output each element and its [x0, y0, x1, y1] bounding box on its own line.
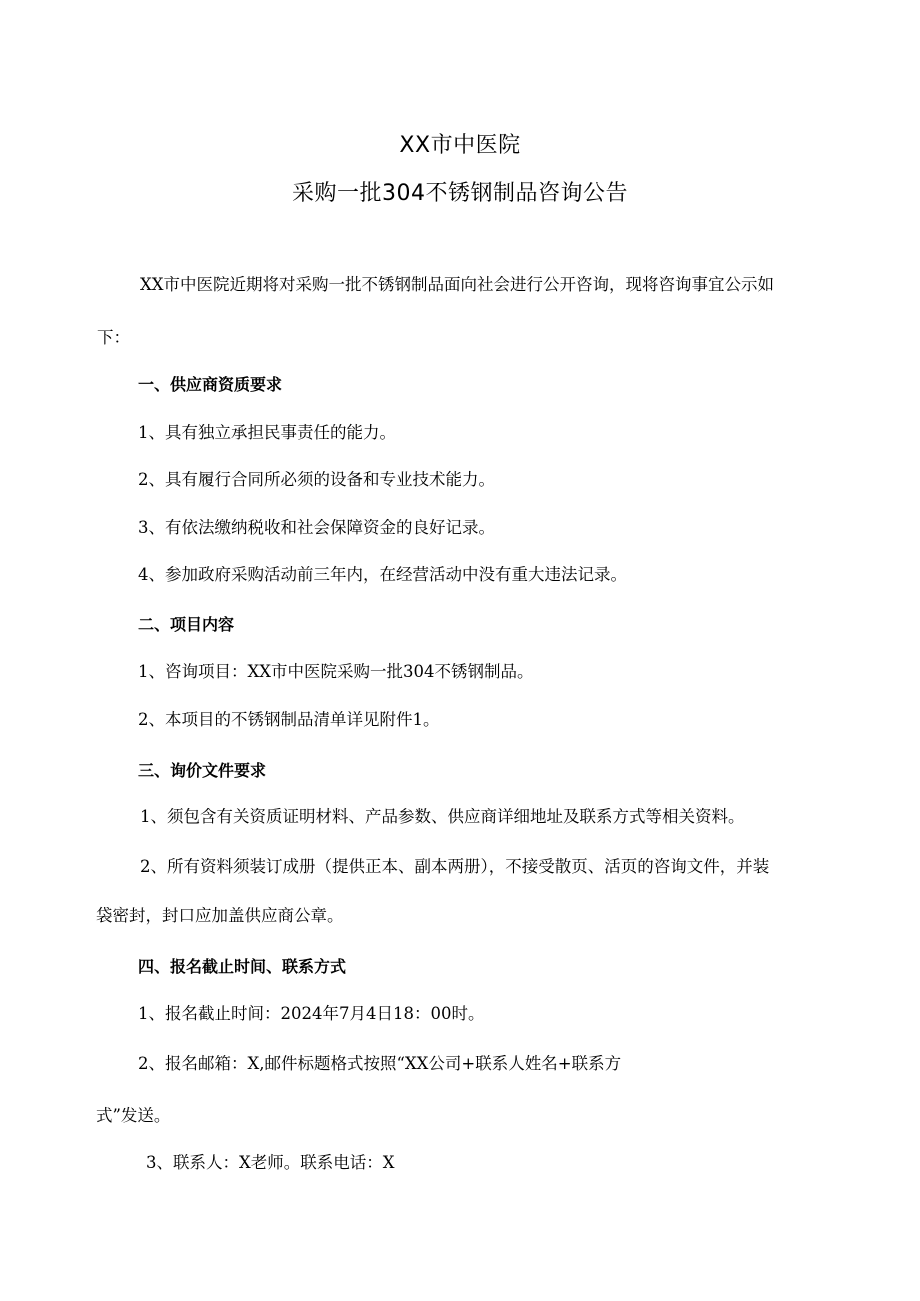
email-item-continuation: 式”发送。	[96, 1106, 171, 1125]
deadline-item: 1、报名截止时间：2024年7月4日18：00时。	[138, 1004, 485, 1023]
section-heading-qualifications: 一、供应商资质要求	[138, 375, 283, 394]
project-item: 1、咨询项目：XX市中医院采购一批304不锈钢制品。	[138, 662, 534, 681]
section-heading-deadline-contact: 四、报名截止时间、联系方式	[138, 957, 347, 976]
intro-paragraph-line-2: 下：	[97, 328, 130, 347]
qualification-item: 1、具有独立承担民事责任的能力。	[138, 423, 396, 442]
project-item: 2、本项目的不锈钢制品清单详见附件1。	[138, 710, 440, 729]
section-heading-document-requirements: 三、询价文件要求	[138, 761, 267, 780]
intro-paragraph-line-1: XX市中医院近期将对采购一批不锈钢制品面向社会进行公开咨询，现将咨询事宜公示如	[140, 275, 774, 294]
requirement-item-continuation: 袋密封，封口应加盖供应商公章。	[96, 906, 344, 925]
document-title: XX市中医院	[399, 133, 521, 158]
qualification-item: 3、有依法缴纳税收和社会保障资金的良好记录。	[138, 518, 495, 537]
qualification-item: 2、具有履行合同所必须的设备和专业技术能力。	[138, 470, 495, 489]
document-subtitle: 采购一批304不锈钢制品咨询公告	[292, 181, 628, 206]
email-item: 2、报名邮箱：X,邮件标题格式按照“XX公司+联系人姓名+联系方	[138, 1054, 622, 1073]
qualification-item: 4、参加政府采购活动前三年内，在经营活动中没有重大违法记录。	[138, 565, 627, 584]
contact-item: 3、联系人：X老师。联系电话：X	[146, 1153, 395, 1172]
section-heading-project-content: 二、项目内容	[138, 615, 235, 634]
requirement-item: 2、所有资料须装订成册（提供正本、副本两册），不接受散页、活页的咨询文件，并装	[140, 857, 770, 876]
requirement-item: 1、须包含有关资质证明材料、产品参数、供应商详细地址及联系方式等相关资料。	[140, 807, 745, 826]
